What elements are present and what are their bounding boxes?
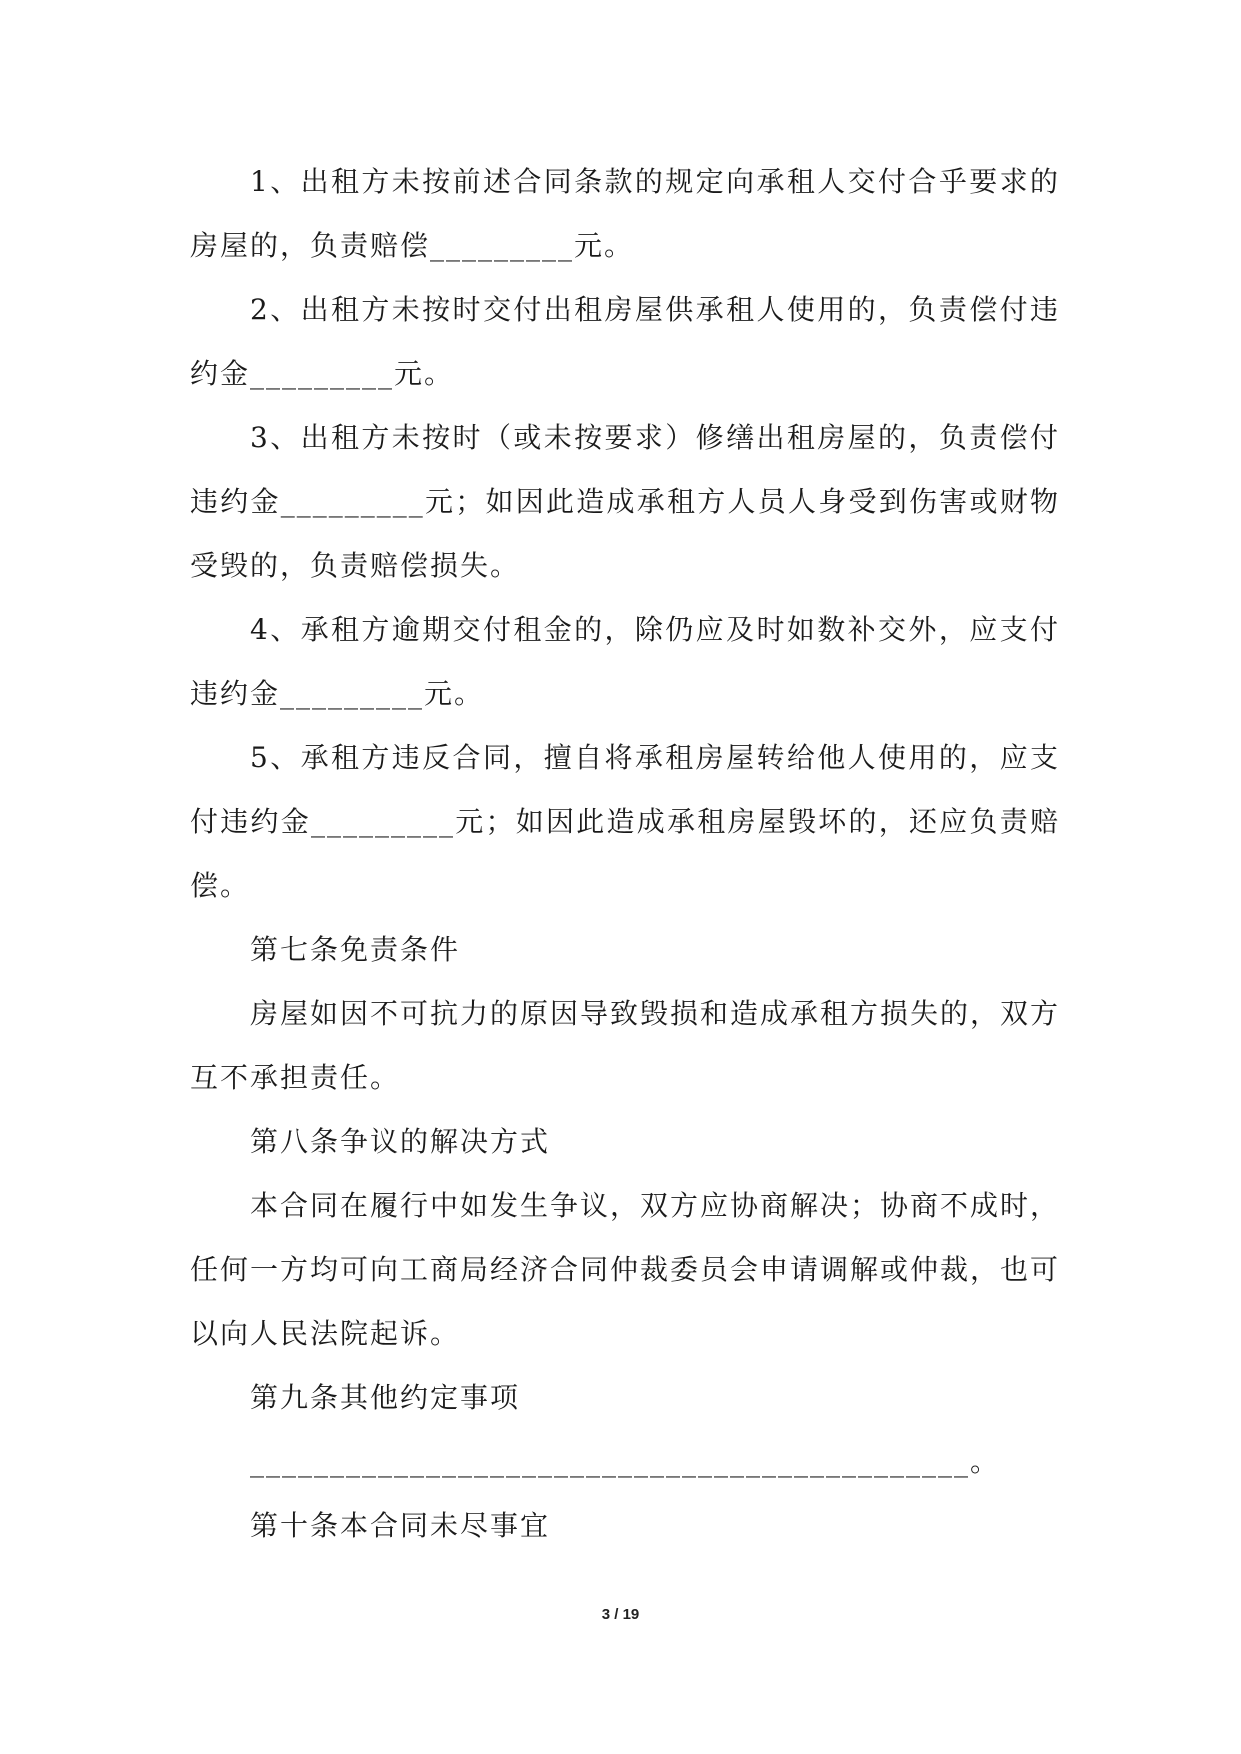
article-9-heading: 第九条其他约定事项 (250, 1381, 521, 1414)
clause-paragraph-1: 1、出租方未按前述合同条款的规定向承租人交付合乎要求的房屋的，负责赔偿_________元。 (190, 165, 1060, 262)
clause-paragraph-5: 5、承租方违反合同，擅自将承租房屋转给他人使用的，应支付违约金_________元；如因此造成承租房屋毁坏的，还应负责赔偿。 (190, 741, 1060, 902)
clause-paragraph-3: 3、出租方未按时（或未按要求）修缮出租房屋的，负责偿付违约金_________元；如因此造成承租方人员人身受到伤害或财物受毁的，负责赔偿损失。 (190, 421, 1060, 582)
article-10-heading: 第十条本合同未尽事宜 (250, 1509, 551, 1542)
article-7-heading: 第七条免责条件 (250, 933, 461, 966)
article-8-heading: 第八条争议的解决方式 (250, 1125, 551, 1158)
article-8-text: 本合同在履行中如发生争议，双方应协商解决；协商不成时，任何一方均可向工商局经济合同仲裁委员会申请调解或仲裁，也可以向人民法院起诉。 (190, 1189, 1061, 1350)
document-body (190, 150, 1060, 1558)
clause-paragraph-4: 4、承租方逾期交付租金的，除仍应及时如数补交外，应支付违约金_________元。 (190, 613, 1060, 710)
clause-paragraph-2: 2、出租方未按时交付出租房屋供承租人使用的，负责偿付违约金_________元。 (190, 293, 1060, 390)
page-number: 3 / 19 (601, 1606, 640, 1623)
article-9-blank-line: _____________________________________________。 (250, 1445, 1001, 1478)
article-7-text: 房屋如因不可抗力的原因导致毁损和造成承租方损失的，双方互不承担责任。 (190, 997, 1061, 1094)
